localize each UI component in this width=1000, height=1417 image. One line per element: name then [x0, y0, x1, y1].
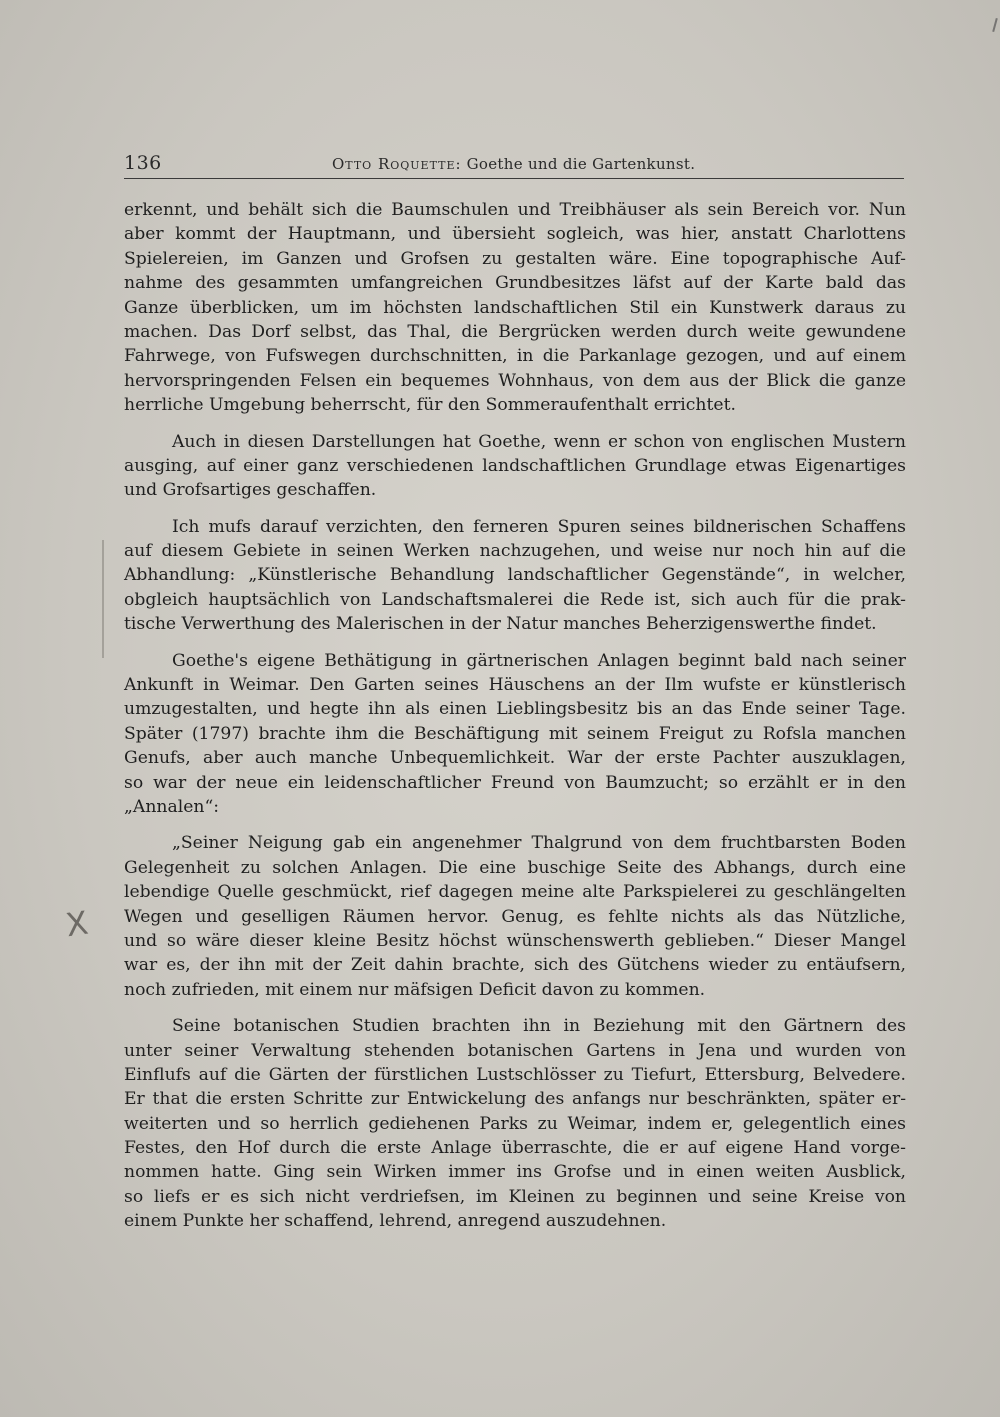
text-line: Seine botanischen Studien brachten ihn in Beziehung mit den Gärtnern des — [172, 1016, 906, 1037]
text-line: nahme des gesammten umfangreichen Grundbesitzes läfst auf der Karte bald das — [124, 273, 906, 294]
paragraph — [124, 430, 906, 503]
text-line: weiterten und so herrlich gediehenen Parks zu Weimar, indem er, gelegentlich eines — [124, 1113, 906, 1134]
text-line: umzugestalten, und hegte ihn als einen Lieblingsbesitz bis an das Ende seiner Tage. — [124, 699, 906, 720]
text-line: „Annalen“: — [124, 796, 220, 817]
text-line: ausging, auf einer ganz verschiedenen landschaftlichen Grundlage etwas Eigenartiges — [124, 455, 906, 476]
text-line: Ganze überblicken, um im höchsten landschaftlichen Stil ein Kunstwerk daraus zu — [124, 297, 906, 318]
text-line: obgleich hauptsächlich von Landschaftsmalerei die Rede ist, sich auch für die prak- — [124, 589, 906, 610]
page-number: 136 — [124, 152, 162, 174]
text-line: Festes, den Hof durch die erste Anlage überraschte, die er auf eigene Hand vorge- — [124, 1138, 906, 1159]
text-line: und Grofsartiges geschaffen. — [124, 480, 377, 501]
text-line: „Seiner Neigung gab ein angenehmer Thalgrund von dem fruchtbarsten Boden — [172, 833, 906, 854]
paragraph — [124, 1014, 906, 1234]
text-line: tische Verwerthung des Malerischen in der Natur manches Beherzigenswerthe findet. — [124, 614, 877, 635]
text-line: machen. Das Dorf selbst, das Thal, die Bergrücken werden durch weite gewundene — [124, 321, 906, 342]
paragraph — [124, 649, 906, 820]
paragraph — [124, 515, 906, 637]
text-line: Spielereien, im Ganzen und Grofsen zu gestalten wäre. Eine topographische Auf- — [124, 248, 906, 269]
text-line: Wegen und geselligen Räumen hervor. Genug, es fehlte nichts als das Nützliche, — [124, 906, 906, 927]
margin-x-mark: X — [63, 903, 91, 945]
header-author: Otto Roquette: — [332, 155, 462, 173]
running-title — [332, 155, 695, 173]
text-line: unter seiner Verwaltung stehenden botanischen Gartens in Jena und wurden von — [124, 1040, 906, 1061]
text-line: aber kommt der Hauptmann, und übersieht sogleich, was hier, anstatt Charlottens — [124, 224, 906, 245]
text-line: Fahrwege, von Fufswegen durchschnitten, in die Parkanlage gezogen, und auf einem — [124, 346, 906, 367]
text-line: so war der neue ein leidenschaftlicher Freund von Baumzucht; so erzählt er in den — [124, 772, 906, 793]
text-line: Abhandlung: „Künstlerische Behandlung landschaftlicher Gegenstände“, in welcher, — [124, 565, 906, 586]
text-line: nommen hatte. Ging sein Wirken immer ins Grofse und in einen weiten Ausblick, — [124, 1162, 906, 1183]
body-text — [124, 198, 906, 1246]
margin-pencil-line — [102, 540, 104, 658]
text-line: erkennt, und behält sich die Baumschulen und Treibhäuser als sein Bereich vor. Nun — [124, 200, 906, 220]
text-line: Einflufs auf die Gärten der fürstlichen Lustschlösser zu Tiefurt, Ettersburg, Belvedere. — [124, 1064, 906, 1085]
text-line: noch zufrieden, mit einem nur mäfsigen Deficit davon zu kommen. — [124, 979, 706, 1000]
header-title: Goethe und die Gartenkunst. — [466, 155, 696, 173]
text-line: Goethe's eigene Bethätigung in gärtnerischen Anlagen beginnt bald nach seiner — [172, 650, 906, 671]
corner-mark — [992, 18, 998, 32]
paragraph — [124, 198, 906, 418]
text-line: Genufs, aber auch manche Unbequemlichkeit. War der erste Pachter auszuklagen, — [124, 748, 906, 769]
text-line: einem Punkte her schaffend, lehrend, anregend auszudehnen. — [124, 1211, 667, 1232]
text-line: auf diesem Gebiete in seinen Werken nachzugehen, und weise nur noch hin auf die — [124, 541, 906, 562]
text-line: lebendige Quelle geschmückt, rief dagegen meine alte Parkspielerei zu geschlängelten — [124, 882, 906, 903]
running-header — [124, 150, 904, 179]
text-line: Er that die ersten Schritte zur Entwickelung des anfangs nur beschränkten, später er- — [124, 1089, 906, 1110]
paragraph — [124, 831, 906, 1002]
text-line: herrliche Umgebung beherrscht, für den Sommeraufenthalt errichtet. — [124, 395, 736, 416]
text-line: Ich mufs darauf verzichten, den ferneren Spuren seines bildnerischen Schaffens — [172, 516, 906, 537]
text-line: Ankunft in Weimar. Den Garten seines Häuschens an der Ilm wufste er künstlerisch — [124, 675, 906, 696]
text-line: Auch in diesen Darstellungen hat Goethe, wenn er schon von englischen Mustern — [172, 431, 906, 452]
text-line: Gelegenheit zu solchen Anlagen. Die eine buschige Seite des Abhangs, durch eine — [124, 857, 906, 878]
text-line: so liefs er es sich nicht verdriefsen, im Kleinen zu beginnen und seine Kreise von — [124, 1186, 906, 1207]
text-line: und so wäre dieser kleine Besitz höchst wünschenswerth geblieben.“ Dieser Mangel — [124, 930, 906, 951]
text-line: hervorspringenden Felsen ein bequemes Wohnhaus, von dem aus der Blick die ganze — [124, 370, 906, 391]
text-line: war es, der ihn mit der Zeit dahin brachte, sich des Gütchens wieder zu entäufsern, — [124, 955, 906, 976]
text-line: Später (1797) brachte ihm die Beschäftigung mit seinem Freigut zu Rofsla manchen — [124, 723, 906, 744]
